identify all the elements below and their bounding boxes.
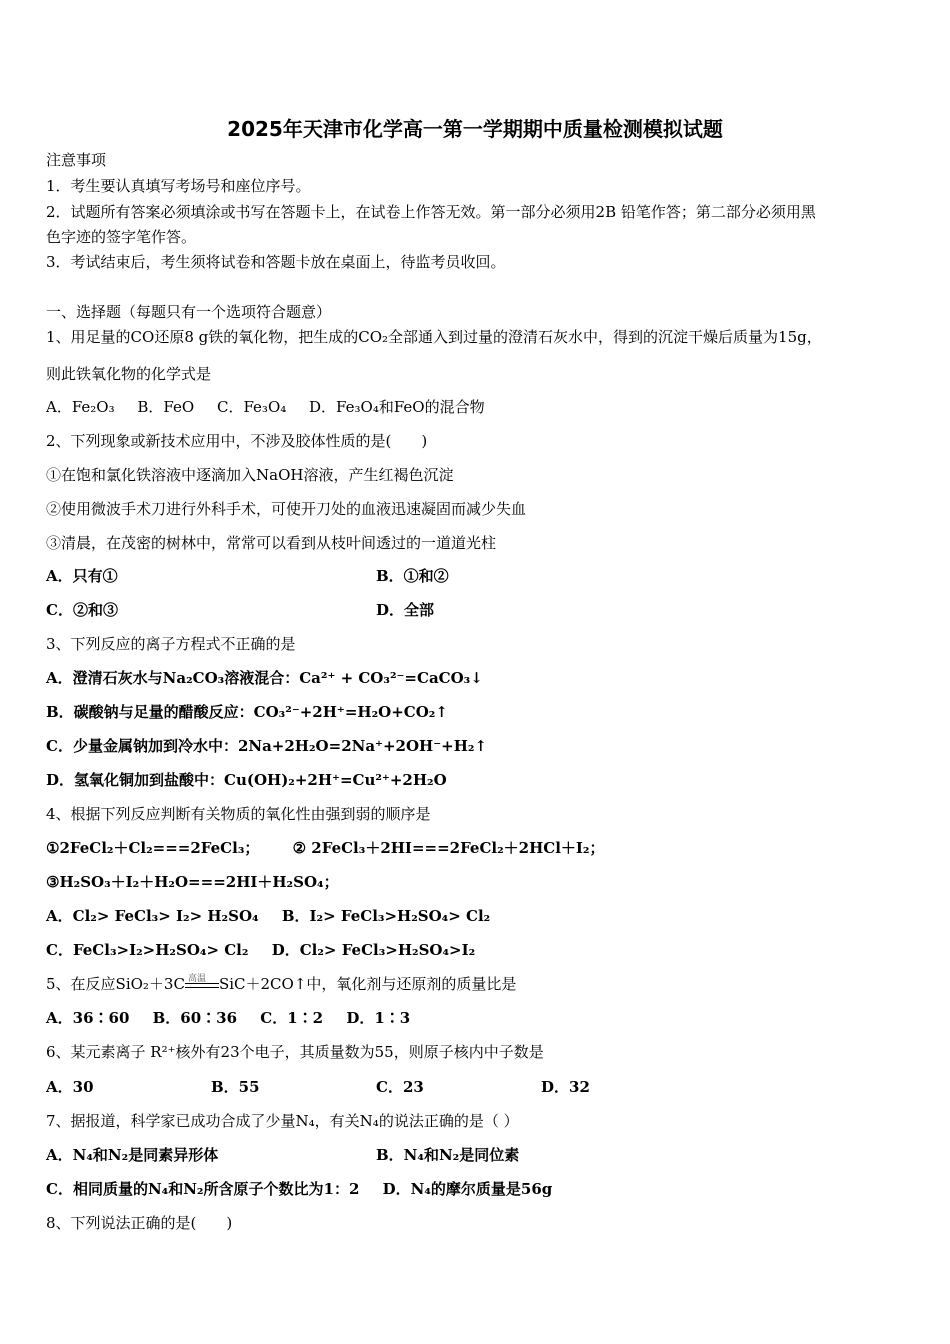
q4-reaction-2: ② 2FeCl₃＋2HI===2FeCl₂＋2HCl＋I₂； [292, 839, 605, 857]
q6-option-d[interactable]: D．32 [541, 1078, 590, 1096]
q2-option-a[interactable]: A．只有① [46, 567, 118, 585]
q8-stem: 8、下列说法正确的是( ) [46, 1214, 233, 1232]
reaction-condition [185, 976, 219, 990]
q5-options [46, 1008, 410, 1028]
q5-stem-pre: 5、在反应SiO₂＋3C [46, 975, 185, 993]
q1-option-b[interactable]: B．FeO [137, 398, 195, 416]
q4-option-c[interactable]: C．FeCl₃>I₂>H₂SO₄> Cl₂ [46, 941, 249, 959]
q7-stem: 7、据报道，科学家已成功合成了少量N₄，有关N₄的说法正确的是（ ） [46, 1112, 519, 1130]
q1-stem-line2: 则此铁氧化物的化学式是 [46, 365, 212, 383]
q2-option-c[interactable]: C．②和③ [46, 601, 118, 619]
q1-options [46, 397, 485, 417]
q2-statement-3: ③清晨，在茂密的树林中，常常可以看到从枝叶间透过的一道道光柱 [46, 534, 497, 552]
notice-item-2-cont: 色字迹的签字笔作答。 [46, 228, 197, 246]
q6-option-b[interactable]: B．55 [211, 1078, 260, 1096]
q7-option-c[interactable]: C．相同质量的N₄和N₂所含原子个数比为1：2 [46, 1180, 360, 1198]
q4-reactions-1-2 [46, 838, 605, 858]
q4-reaction-3: ③H₂SO₃＋I₂＋H₂O===2HI＋H₂SO₄； [46, 873, 339, 891]
notice-item-2: 2．试题所有答案必须填涂或书写在答题卡上，在试卷上作答无效。第一部分必须用2B 铅笔作答；第二部分必须用黑 [46, 203, 816, 221]
q1-stem-line1: 1、用足量的CO还原8 g铁的氧化物，把生成的CO₂全部通入到过量的澄清石灰水中，得到的沉淀干燥后质量为15g， [46, 328, 822, 346]
q2-option-b[interactable]: B．①和② [376, 567, 449, 585]
page-title: 2025年天津市化学高一第一学期期中质量检测模拟试题 [227, 117, 723, 141]
notice-item-3: 3．考试结束后，考生须将试卷和答题卡放在桌面上，待监考员收回。 [46, 253, 506, 271]
q5-option-b[interactable]: B．60∶36 [152, 1009, 238, 1027]
q3-option-d[interactable]: D．氢氧化铜加到盐酸中：Cu(OH)₂+2H⁺=Cu²⁺+2H₂O [46, 771, 447, 789]
notice-heading: 注意事项 [46, 151, 107, 169]
q5-stem-post: SiC＋2CO↑中，氧化剂与还原剂的质量比是 [218, 975, 517, 993]
q5-option-a[interactable]: A．36∶60 [46, 1009, 130, 1027]
q7-option-a[interactable]: A．N₄和N₂是同素异形体 [46, 1146, 219, 1164]
q6-option-c[interactable]: C．23 [376, 1078, 424, 1096]
q1-option-d[interactable]: D．Fe₃O₄和FeO的混合物 [309, 398, 485, 416]
q3-option-c[interactable]: C．少量金属钠加到冷水中：2Na+2H₂O=2Na⁺+2OH⁻+H₂↑ [46, 737, 488, 755]
q1-option-c[interactable]: C．Fe₃O₄ [216, 398, 287, 416]
q3-option-a[interactable]: A．澄清石灰水与Na₂CO₃溶液混合：Ca²⁺ + CO₃²⁻=CaCO₃↓ [46, 669, 483, 687]
notice-item-1: 1．考生要认真填写考场号和座位序号。 [46, 177, 311, 195]
equals-sign [185, 983, 219, 988]
q5-stem [46, 974, 516, 994]
q4-reaction-1: ①2FeCl₂＋Cl₂===2FeCl₃； [46, 839, 260, 857]
q7-options-cd [46, 1179, 552, 1199]
q6-stem: 6、某元素离子 R²⁺核外有23个电子，其质量数为55，则原子核内中子数是 [46, 1043, 544, 1061]
section-heading: 一、选择题（每题只有一个选项符合题意） [46, 303, 332, 321]
q2-statement-2: ②使用微波手术刀进行外科手术，可使开刀处的血液迅速凝固而减少失血 [46, 500, 527, 518]
condition-label: 高温 [187, 974, 206, 984]
q4-option-d[interactable]: D．Cl₂> FeCl₃>H₂SO₄>I₂ [271, 941, 476, 959]
q2-stem: 2、下列现象或新技术应用中，不涉及胶体性质的是( ) [46, 432, 428, 450]
q6-option-a[interactable]: A．30 [46, 1078, 94, 1096]
q2-option-d[interactable]: D．全部 [376, 601, 435, 619]
q4-stem: 4、根据下列反应判断有关物质的氧化性由强到弱的顺序是 [46, 805, 431, 823]
q7-option-b[interactable]: B．N₄和N₂是同位素 [376, 1146, 520, 1164]
q1-option-a[interactable]: A．Fe₂O₃ [46, 398, 115, 416]
q4-option-b[interactable]: B．I₂> FeCl₃>H₂SO₄> Cl₂ [281, 907, 491, 925]
q3-stem: 3、下列反应的离子方程式不正确的是 [46, 635, 296, 653]
q2-statement-1: ①在饱和氯化铁溶液中逐滴加入NaOH溶液，产生红褐色沉淀 [46, 466, 454, 484]
q5-option-d[interactable]: D．1∶3 [346, 1009, 411, 1027]
q3-option-b[interactable]: B．碳酸钠与足量的醋酸反应：CO₃²⁻+2H⁺=H₂O+CO₂↑ [46, 703, 448, 721]
q4-options-ab [46, 906, 490, 926]
q5-option-c[interactable]: C．1∶2 [260, 1009, 324, 1027]
q7-option-d[interactable]: D．N₄的摩尔质量是56g [382, 1180, 553, 1198]
q4-options-cd [46, 940, 475, 960]
q4-option-a[interactable]: A．Cl₂> FeCl₃> I₂> H₂SO₄ [46, 907, 259, 925]
